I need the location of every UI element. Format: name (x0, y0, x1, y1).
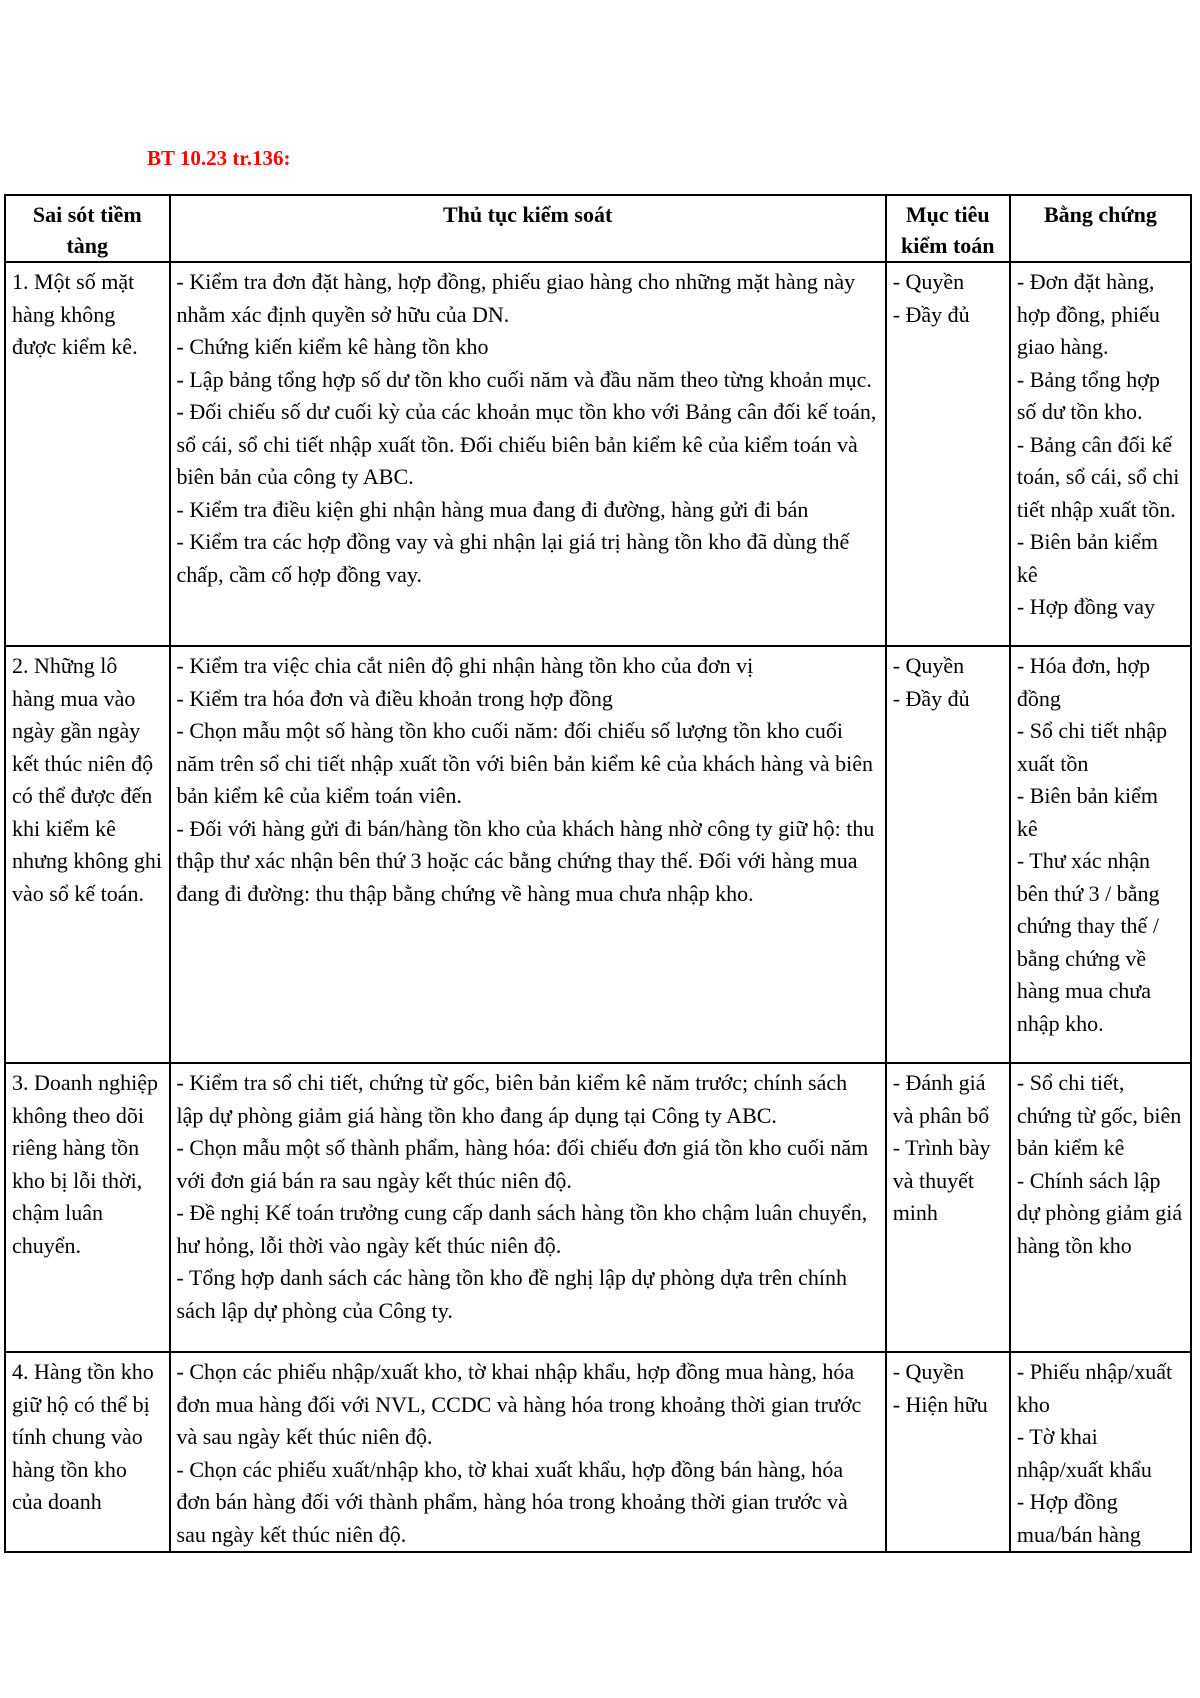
procedure-item: - Chọn các phiếu xuất/nhập kho, tờ khai xuất khẩu, hợp đồng bán hàng, hóa đơn bán hàng đối với thành phẩm, hàng hóa trong khoảng thời gian trước và sau ngày kết thúc niên độ. (176, 1456, 848, 1547)
evidence-item: - Hóa đơn, hợp đồng (1016, 653, 1151, 711)
table-row (5, 262, 1191, 646)
risk-cell (5, 262, 170, 646)
procedures-cell (170, 1063, 886, 1352)
evidence-cell (1010, 262, 1191, 646)
evidence-cell (1010, 1352, 1191, 1552)
procedure-item: - Tổng hợp danh sách các hàng tồn kho đề nghị lập dự phòng dựa trên chính sách lập dự phòng của Công ty. (176, 1265, 848, 1323)
procedure-item: - Chứng kiến kiểm kê hàng tồn kho (176, 334, 489, 359)
header-risk: Sai sót tiềm tàng (5, 195, 170, 262)
objectives-cell (886, 1063, 1010, 1352)
procedures-cell (170, 1352, 886, 1552)
risk-text: 1. Một số mặt hàng không được kiểm kê. (12, 269, 138, 359)
table-header-row (5, 195, 1191, 262)
exercise-title: BT 10.23 tr.136: (147, 146, 291, 170)
evidence-item: - Sổ chi tiết nhập xuất tồn (1016, 718, 1168, 776)
table-row (5, 1063, 1191, 1352)
evidence-item: - Tờ khai nhập/xuất khẩu (1016, 1424, 1152, 1482)
table-row (5, 1352, 1191, 1552)
evidence-item: - Biên bản kiểm kê (1016, 783, 1159, 841)
procedure-item: - Đối chiếu số dư cuối kỳ của các khoản mục tồn kho với Bảng cân đối kế toán, sổ cái, sổ chi tiết nhập xuất tồn. Đối chiếu biên bản kiểm kê của kiểm toán và biên bản của công ty ABC. (176, 399, 877, 489)
evidence-item: - Hợp đồng mua/bán hàng (1016, 1489, 1141, 1547)
procedure-item: - Kiểm tra việc chia cắt niên độ ghi nhận hàng tồn kho của đơn vị (176, 653, 754, 678)
table-row (5, 646, 1191, 1063)
objective-item: - Trình bày và thuyết minh (892, 1135, 991, 1225)
evidence-item: - Bảng tổng hợp số dư tồn kho. (1016, 366, 1160, 424)
procedures-cell (170, 646, 886, 1063)
procedure-item: - Kiểm tra đơn đặt hàng, hợp đồng, phiếu giao hàng cho những mặt hàng này nhằm xác định quyền sở hữu của DN. (176, 269, 856, 327)
objective-item: - Quyền (892, 653, 965, 678)
evidence-item: - Chính sách lập dự phòng giảm giá hàng tồn kho (1016, 1167, 1183, 1258)
evidence-cell (1010, 1063, 1191, 1352)
audit-table (4, 194, 1192, 1553)
objectives-cell (886, 1352, 1010, 1552)
risk-cell (5, 646, 170, 1063)
risk-text: 3. Doanh nghiệp không theo dõi riêng hàng tồn kho bị lỗi thời, chậm luân chuyển. (12, 1070, 159, 1258)
header-evidence: Bằng chứng (1010, 195, 1191, 262)
risk-cell (5, 1063, 170, 1352)
procedure-item: - Kiểm tra sổ chi tiết, chứng từ gốc, biên bản kiểm kê năm trước; chính sách lập dự phòng giảm giá hàng tồn kho đang áp dụng tại Công ty ABC. (176, 1070, 848, 1128)
procedure-item: - Kiểm tra điều kiện ghi nhận hàng mua đang đi đường, hàng gửi đi bán (176, 496, 809, 522)
procedure-item: - Lập bảng tổng hợp số dư tồn kho cuối năm và đầu năm theo từng khoản mục. (176, 366, 872, 392)
evidence-item: - Biên bản kiểm kê (1016, 529, 1159, 587)
objective-item: - Hiện hữu (892, 1391, 988, 1417)
risk-text: 4. Hàng tồn kho giữ hộ có thể bị tính chung vào hàng tồn kho của doanh (12, 1359, 154, 1514)
evidence-item: - Hợp đồng vay (1016, 594, 1155, 619)
risk-cell (5, 1352, 170, 1552)
procedure-item: - Chọn mẫu một số thành phẩm, hàng hóa: đối chiếu đơn giá tồn kho cuối năm với đơn giá bán ra sau ngày kết thúc niên độ. (176, 1135, 869, 1193)
objectives-cell (886, 646, 1010, 1063)
objective-item: - Quyền (892, 1359, 965, 1384)
procedure-item: - Chọn các phiếu nhập/xuất kho, tờ khai nhập khẩu, hợp đồng mua hàng, hóa đơn mua hàng đối với NVL, CCDC và hàng hóa trong khoảng thời gian trước và sau ngày kết thúc niên độ. (176, 1359, 862, 1449)
procedure-item: - Chọn mẫu một số hàng tồn kho cuối năm: đối chiếu số lượng tồn kho cuối năm trên sổ chi tiết nhập xuất tồn với biên bản kiểm kê của khách hàng và biên bản kiểm kê của kiểm toán viên. (176, 718, 874, 808)
evidence-item: - Thư xác nhận bên thứ 3 / bằng chứng thay thế / bằng chứng về hàng mua chưa nhập kho. (1016, 848, 1160, 1036)
procedure-item: - Đề nghị Kế toán trưởng cung cấp danh sách hàng tồn kho chậm luân chuyển, hư hỏng, lỗi thời vào ngày kết thúc niên độ. (176, 1200, 868, 1258)
evidence-item: - Sổ chi tiết, chứng từ gốc, biên bản kiểm kê (1016, 1070, 1182, 1160)
procedure-item: - Kiểm tra các hợp đồng vay và ghi nhận lại giá trị hàng tồn kho đã dùng thế chấp, cầm cố hợp đồng vay. (176, 529, 850, 587)
procedure-item: - Đối với hàng gửi đi bán/hàng tồn kho của khách hàng nhờ công ty giữ hộ: thu thập thư xác nhận bên thứ 3 hoặc các bằng chứng thay thế. Đối với hàng mua đang đi đường: thu thập bằng chứng về hàng mua chưa nhập kho. (176, 815, 875, 906)
procedure-item: - Kiểm tra hóa đơn và điều khoản trong hợp đồng (176, 685, 613, 711)
objective-item: - Đầy đủ (892, 685, 970, 711)
header-objectives: Mục tiêu kiểm toán (886, 195, 1010, 262)
objectives-cell (886, 262, 1010, 646)
evidence-cell (1010, 646, 1191, 1063)
evidence-item: - Đơn đặt hàng, hợp đồng, phiếu giao hàng. (1016, 269, 1160, 359)
risk-text: 2. Những lô hàng mua vào ngày gần ngày kết thúc niên độ có thể được đến khi kiểm kê nhưng không ghi vào sổ kế toán. (12, 653, 163, 906)
evidence-item: - Phiếu nhập/xuất kho (1016, 1359, 1173, 1417)
objective-item: - Đầy đủ (892, 301, 970, 327)
evidence-item: - Bảng cân đối kế toán, sổ cái, sổ chi tiết nhập xuất tồn. (1016, 431, 1180, 522)
objective-item: - Quyền (892, 269, 965, 294)
objective-item: - Đánh giá và phân bổ (892, 1070, 990, 1128)
procedures-cell (170, 262, 886, 646)
header-procedures: Thủ tục kiểm soát (170, 195, 886, 262)
